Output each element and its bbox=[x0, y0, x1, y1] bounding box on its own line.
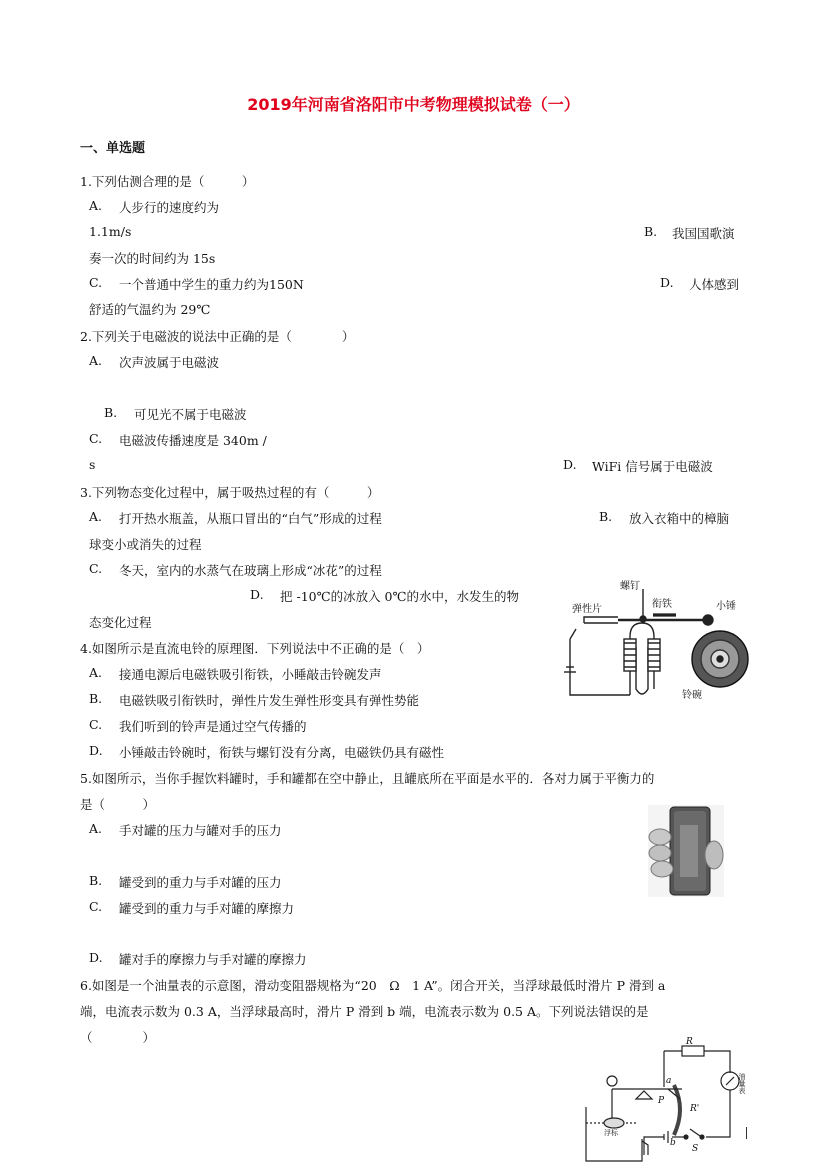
q5-stem-cont: 是（ ） bbox=[80, 797, 156, 812]
q6-stem: 6.如图是一个油量表的示意图，滑动变阻器规格为“20 Ω 1 A”。闭合开关，当浮球最低时滑片 P 滑到 a bbox=[80, 978, 666, 993]
q5-option-c-text: 罐受到的重力与手对罐的摩擦力 bbox=[119, 901, 295, 916]
q4-option-a-label: A. bbox=[89, 665, 103, 680]
q6-stem-cont2: （ ） bbox=[80, 1030, 156, 1045]
q3-option-b-cont: 球变小或消失的过程 bbox=[89, 537, 202, 552]
q5-option-b-label: B. bbox=[89, 873, 103, 888]
q1-option-a-label: A. bbox=[89, 198, 103, 213]
q1-option-d-label: D. bbox=[660, 275, 674, 290]
q1-option-d-text: 人体感到 bbox=[689, 277, 740, 292]
q2-option-a-text: 次声波属于电磁波 bbox=[119, 355, 220, 370]
q3-option-d-text: 把 -10℃的冰放入 0℃的水中，水发生的物 bbox=[280, 589, 519, 604]
q3-option-a-label: A. bbox=[89, 509, 103, 524]
q2-option-b-text: 可见光不属于电磁波 bbox=[134, 407, 247, 422]
fig-label-armature: 衔铁 bbox=[652, 599, 672, 610]
fig-label-hammer: 小锤 bbox=[716, 601, 736, 612]
q4-option-b-text: 电磁铁吸引衔铁时，弹性片发生弹性形变具有弹性势能 bbox=[119, 693, 420, 708]
fig-label-s: S bbox=[692, 1144, 699, 1154]
q2-option-d-label: D. bbox=[563, 457, 577, 472]
q5-option-d-label: D. bbox=[89, 950, 103, 965]
q1-option-b-text: 我国国歌演 bbox=[672, 226, 735, 241]
q5-stem: 5.如图所示，当你手握饮料罐时，手和罐都在空中静止，且罐底所在平面是水平的．各对力属于平衡力的 bbox=[80, 771, 655, 786]
fig-label-screw: 螺钉 bbox=[620, 581, 640, 592]
q4-option-c-text: 我们听到的铃声是通过空气传播的 bbox=[119, 719, 307, 734]
q2-option-d-text: WiFi 信号属于电磁波 bbox=[592, 459, 713, 474]
section-heading: 一、单选题 bbox=[80, 141, 146, 156]
hand-holding-can-photo bbox=[648, 805, 724, 897]
q4-stem: 4.如图所示是直流电铃的原理图．下列说法中不正确的是（ ） bbox=[80, 641, 430, 656]
fig-label-rprime: R' bbox=[690, 1104, 700, 1114]
q3-option-a-text: 打开热水瓶盖，从瓶口冒出的“白气”形成的过程 bbox=[119, 511, 382, 526]
q4-option-b-label: B. bbox=[89, 691, 103, 706]
q3-option-d-cont: 态变化过程 bbox=[89, 615, 152, 630]
q4-option-d-text: 小锤敲击铃碗时，衔铁与螺钉没有分离，电磁铁仍具有磁性 bbox=[119, 745, 445, 760]
fig-label-bowl: 铃碗 bbox=[682, 690, 702, 701]
fig-label-r: R bbox=[686, 1037, 693, 1047]
fig-label-a: a bbox=[666, 1076, 672, 1086]
q1-option-b-cont: 奏一次的时间约为 15s bbox=[89, 251, 216, 266]
q5-option-b-text: 罐受到的重力与手对罐的压力 bbox=[119, 875, 282, 890]
q5-option-a-label: A. bbox=[89, 821, 103, 836]
electric-bell-diagram bbox=[558, 577, 758, 702]
q3-option-d-label: D. bbox=[250, 587, 264, 602]
fig-label-meter: 油量表 bbox=[738, 1073, 746, 1094]
q1-stem: 1.下列估测合理的是（ ） bbox=[80, 174, 255, 189]
fig-label-p: P bbox=[658, 1096, 665, 1106]
q3-option-b-text: 放入衣箱中的樟脑 bbox=[629, 511, 730, 526]
q2-option-c-label: C. bbox=[89, 431, 103, 446]
q4-option-c-label: C. bbox=[89, 717, 103, 732]
q3-option-c-text: 冬天，室内的水蒸气在玻璃上形成“冰花”的过程 bbox=[119, 563, 382, 578]
page-number-mark bbox=[746, 1127, 747, 1139]
q1-option-b-label: B. bbox=[644, 224, 658, 239]
q4-option-d-label: D. bbox=[89, 743, 103, 758]
q2-option-c-cont: s bbox=[89, 457, 96, 472]
fig-label-float: 浮标 bbox=[604, 1129, 618, 1137]
q1-option-a-text: 人步行的速度约为 bbox=[119, 200, 220, 215]
q6-stem-cont1: 端，电流表示数为 0.3 A，当浮球最高时，滑片 P 滑到 b 端，电流表示数为 0.5 A。下列说法错误的是 bbox=[80, 1004, 649, 1019]
q1-option-d-cont: 舒适的气温约为 29℃ bbox=[89, 302, 211, 317]
page-title: 2019年河南省洛阳市中考物理模拟试卷（一） bbox=[247, 95, 580, 114]
q5-option-a-text: 手对罐的压力与罐对手的压力 bbox=[119, 823, 282, 838]
q5-option-c-label: C. bbox=[89, 899, 103, 914]
q1-option-a-cont: 1.1m/s bbox=[89, 224, 132, 239]
fig-label-b: b bbox=[670, 1138, 676, 1148]
q2-option-a-label: A. bbox=[89, 353, 103, 368]
q3-option-c-label: C. bbox=[89, 561, 103, 576]
q5-option-d-text: 罐对手的摩擦力与手对罐的摩擦力 bbox=[119, 952, 307, 967]
q4-option-a-text: 接通电源后电磁铁吸引衔铁，小睡敲击铃碗发声 bbox=[119, 667, 382, 682]
q2-option-b-label: B. bbox=[104, 405, 118, 420]
q1-option-c-text: 一个普通中学生的重力约为150N bbox=[119, 277, 304, 292]
q1-option-c-label: C. bbox=[89, 275, 103, 290]
fig-label-spring: 弹性片 bbox=[572, 604, 602, 615]
q2-option-c-text: 电磁波传播速度是 340m / bbox=[119, 433, 267, 448]
oil-gauge-circuit-diagram bbox=[582, 1037, 757, 1165]
q3-stem: 3.下列物态变化过程中，属于吸热过程的有（ ） bbox=[80, 485, 380, 500]
q2-stem: 2.下列关于电磁波的说法中正确的是（ ） bbox=[80, 329, 355, 344]
q3-option-b-label: B. bbox=[599, 509, 613, 524]
